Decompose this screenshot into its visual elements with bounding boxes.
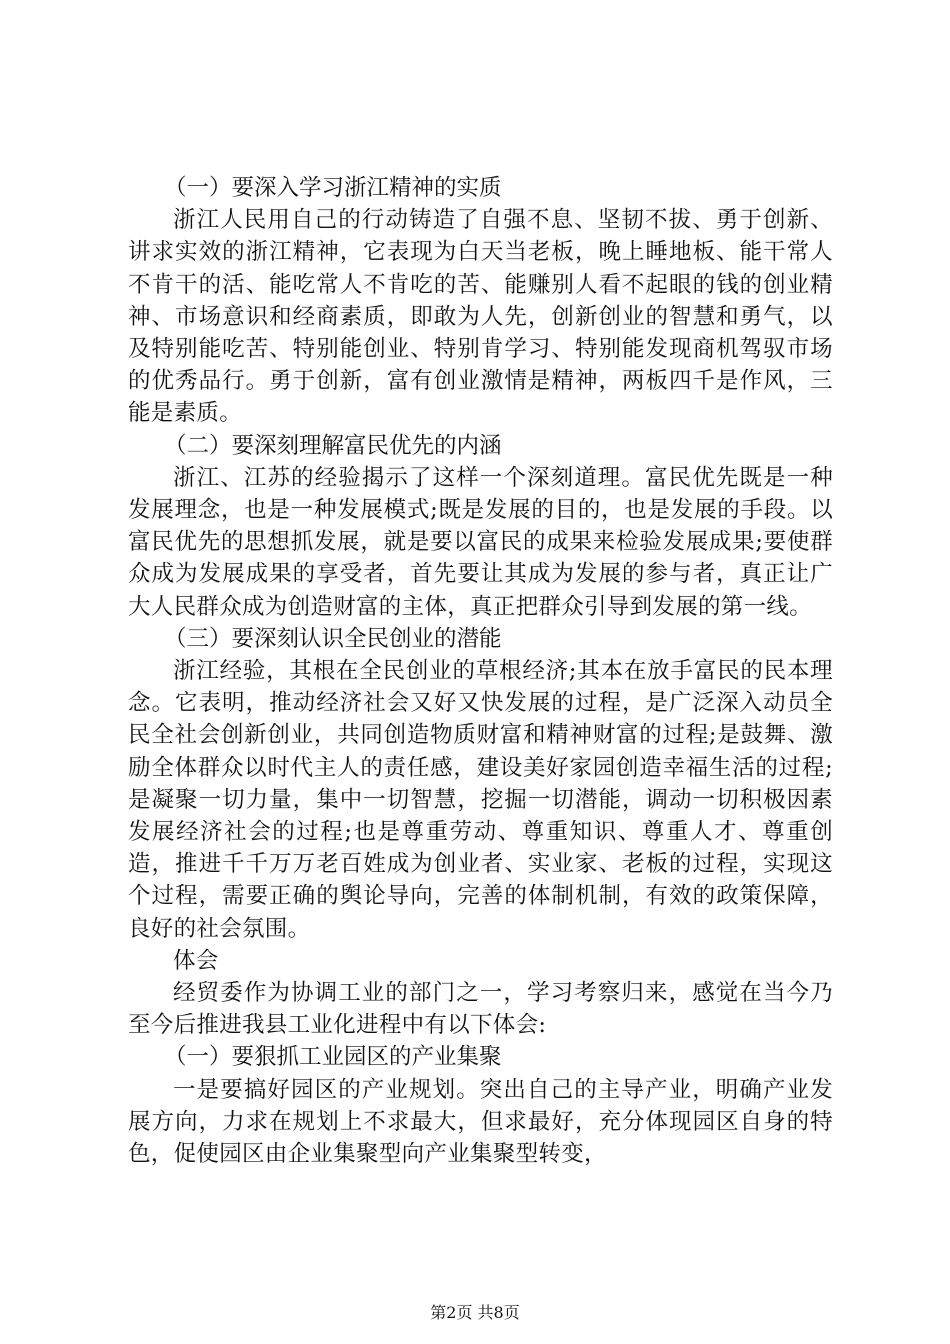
section-title-tihui: 体会	[173, 947, 219, 974]
section-heading-4: （一）要狠抓工业园区的产业集聚	[164, 1044, 502, 1071]
paragraph-1: 浙江人民用自己的行动铸造了自强不息、坚韧不拔、勇于创新、讲求实效的浙江精神，它表现为白天当老板，晚上睡地板、能干常人不肯干的活、能吃常人不肯吃的苦、能赚别人看不起眼的钱的创业精神、市场意识和经商素质，即敢为人先，创新创业的智慧和勇气，以及特别能吃苦、特别能创业、特别肯学习、特别能发现商机驾驭市场的优秀品行。勇于创新，富有创业激情是精神，两板四千是作风，三能是素质。	[128, 207, 833, 427]
page-footer: 第2页 共8页	[430, 1303, 520, 1322]
paragraph-2: 浙江、江苏的经验揭示了这样一个深刻道理。富民优先既是一种发展理念，也是一种发展模式;既是发展的目的，也是发展的手段。以富民优先的思想抓发展，就是要以富民的成果来检验发展成果;要使群众成为发展成果的享受者，首先要让其成为发展的参与者，真正让广大人民群众成为创造财富的主体，真正把群众引导到发展的第一线。	[128, 464, 833, 620]
paragraph-5: 一是要搞好园区的产业规划。突出自己的主导产业，明确产业发展方向，力求在规划上不求最大，但求最好，充分体现园区自身的特色，促使园区由企业集聚型向产业集聚型转变，	[128, 1076, 833, 1168]
paragraph-3: 浙江经验，其根在全民创业的草根经济;其本在放手富民的民本理念。它表明，推动经济社会又好又快发展的过程，是广泛深入动员全民全社会创新创业，共同创造物质财富和精神财富的过程;是鼓舞、激励全体群众以时代主人的责任感，建设美好家园创造幸福生活的过程;是凝聚一切力量，集中一切智慧，挖掘一切潜能，调动一切积极因素发展经济社会的过程;也是尊重劳动、尊重知识、尊重人才、尊重创造，推进千千万万老百姓成为创业者、实业家、老板的过程，实现这个过程，需要正确的舆论导向，完善的体制机制，有效的政策保障，良好的社会氛围。	[128, 658, 833, 942]
document-body	[128, 172, 833, 1170]
section-heading-3: （三）要深刻认识全民创业的潜能	[164, 625, 502, 652]
paragraph-4: 经贸委作为协调工业的部门之一，学习考察归来，感觉在当今乃至今后推进我县工业化进程中有以下体会:	[128, 980, 833, 1039]
section-heading-2: （二）要深刻理解富民优先的内涵	[164, 432, 502, 459]
section-heading-1: （一）要深入学习浙江精神的实质	[164, 175, 502, 201]
